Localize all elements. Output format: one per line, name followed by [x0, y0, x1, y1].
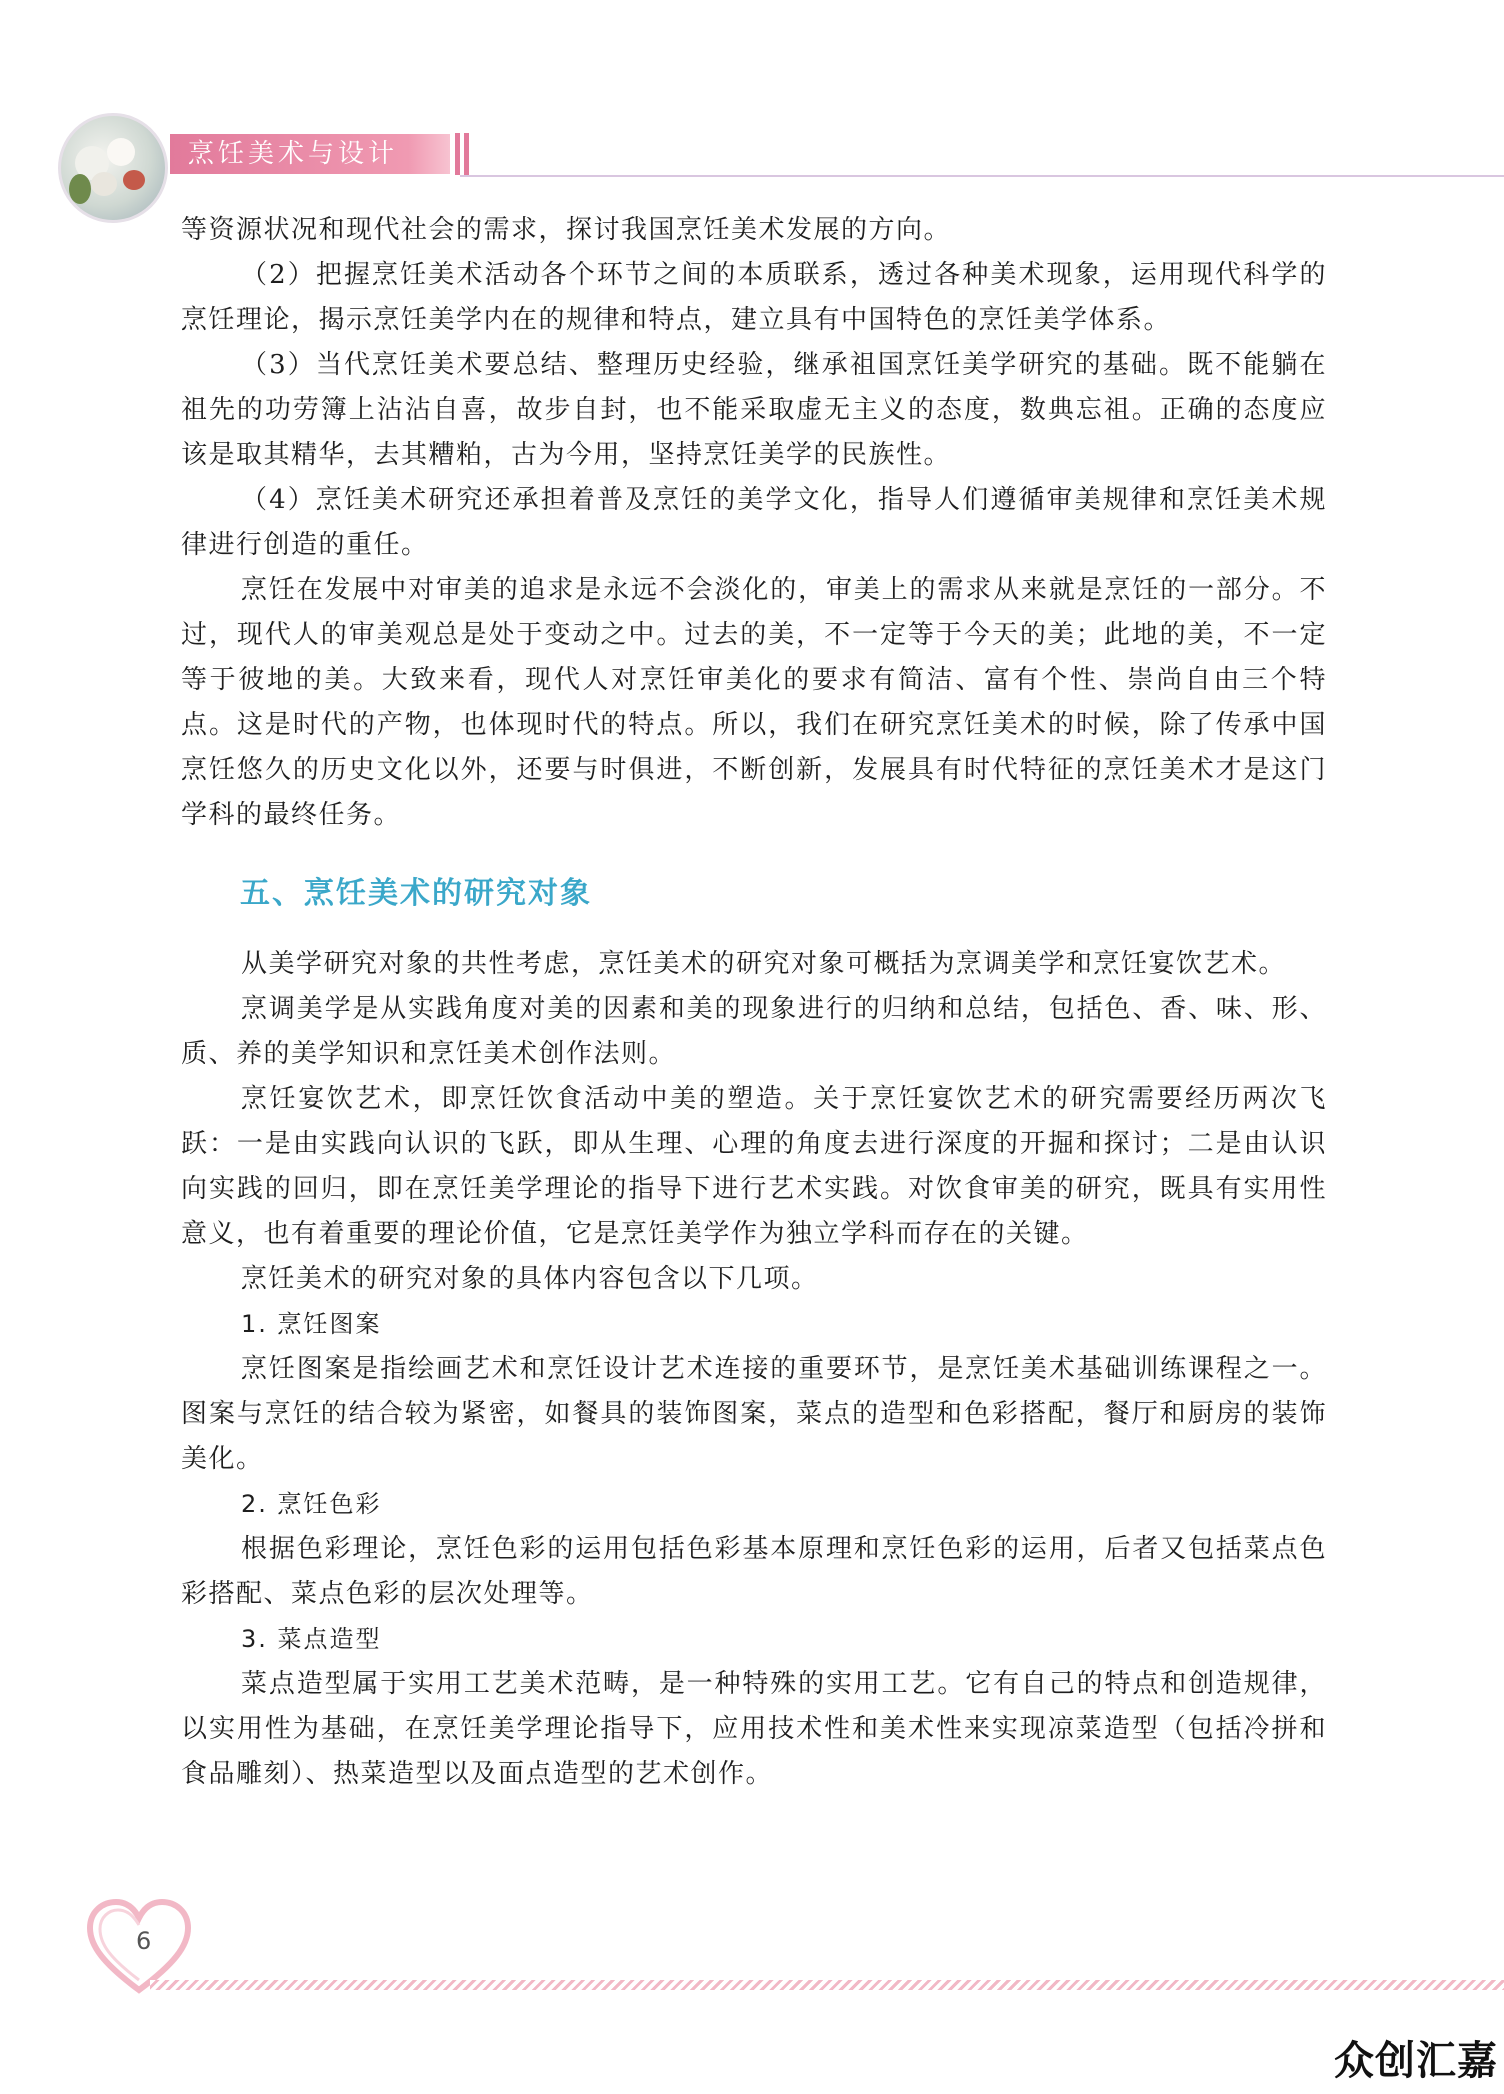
paragraph: （4）烹饪美术研究还承担着普及烹饪的美学文化，指导人们遵循审美规律和烹饪美术规律进行创造的重任。: [181, 485, 1327, 560]
body-text-top: [181, 208, 1327, 838]
paragraph: （3）当代烹饪美术要总结、整理历史经验，继承祖国烹饪美学研究的基础。既不能躺在祖先的功劳簿上沾沾自喜，故步自封，也不能采取虚无主义的态度，数典忘祖。正确的态度应该是取其精华，去其糟粕，古为今用，坚持烹饪美学的民族性。: [181, 350, 1327, 470]
paragraph: 烹饪宴饮艺术，即烹饪饮食活动中美的塑造。关于烹饪宴饮艺术的研究需要经历两次飞跃：一是由实践向认识的飞跃，即从生理、心理的角度去进行深度的开掘和探讨；二是由认识向实践的回归，即在烹饪美学理论的指导下进行艺术实践。对饮食审美的研究，既具有实用性意义，也有着重要的理论价值，它是烹饪美学作为独立学科而存在的关键。: [181, 1084, 1327, 1249]
paragraph: 烹饪美术的研究对象的具体内容包含以下几项。: [241, 1264, 819, 1294]
paragraph: 烹饪图案是指绘画艺术和烹饪设计艺术连接的重要环节，是烹饪美术基础训练课程之一。图案与烹饪的结合较为紧密，如餐具的装饰图案，菜点的造型和色彩搭配，餐厅和厨房的装饰美化。: [181, 1354, 1327, 1474]
subsection-heading: 1. 烹饪图案: [241, 1310, 382, 1338]
paragraph: 菜点造型属于实用工艺美术范畴，是一种特殊的实用工艺。它有自己的特点和创造规律，以实用性为基础，在烹饪美学理论指导下，应用技术性和美术性来实现凉菜造型（包括冷拼和食品雕刻）、热菜造型以及面点造型的艺术创作。: [181, 1669, 1327, 1789]
subsection-heading: 2. 烹饪色彩: [241, 1490, 382, 1518]
footer-stripe: [150, 1980, 1504, 1990]
header-food-photo-badge: [58, 113, 168, 223]
paragraph: 等资源状况和现代社会的需求，探讨我国烹饪美术发展的方向。: [181, 215, 952, 245]
section-heading: 五、烹饪美术的研究对象: [240, 876, 592, 911]
watermark-text: 众创汇嘉: [1334, 2038, 1498, 2084]
subsection-heading: 3. 菜点造型: [241, 1625, 382, 1653]
body-text-section: [181, 942, 1327, 1797]
page-number: 6: [136, 1927, 152, 1955]
paragraph: （2）把握烹饪美术活动各个环节之间的本质联系，透过各种美术现象，运用现代科学的烹饪理论，揭示烹饪美学内在的规律和特点，建立具有中国特色的烹饪美学体系。: [181, 260, 1327, 335]
paragraph: 烹饪在发展中对审美的追求是永远不会淡化的，审美上的需求从来就是烹饪的一部分。不过，现代人的审美观总是处于变动之中。过去的美，不一定等于今天的美；此地的美，不一定等于彼地的美。大致来看，现代人对烹饪审美化的要求有简洁、富有个性、崇尚自由三个特点。这是时代的产物，也体现时代的特点。所以，我们在研究烹饪美术的时候，除了传承中国烹饪悠久的历史文化以外，还要与时俱进，不断创新，发展具有时代特征的烹饪美术才是这门学科的最终任务。: [181, 575, 1327, 830]
paragraph: 根据色彩理论，烹饪色彩的运用包括色彩基本原理和烹饪色彩的运用，后者又包括菜点色彩搭配、菜点色彩的层次处理等。: [181, 1534, 1327, 1609]
header-divider-bar: [464, 133, 469, 175]
paragraph: 烹调美学是从实践角度对美的因素和美的现象进行的归纳和总结，包括色、香、味、形、质、养的美学知识和烹饪美术创作法则。: [181, 994, 1327, 1069]
running-header-title: 烹饪美术与设计: [188, 139, 399, 169]
header-divider-bar: [455, 133, 460, 175]
paragraph: 从美学研究对象的共性考虑，烹饪美术的研究对象可概括为烹调美学和烹饪宴饮艺术。: [241, 949, 1287, 979]
header-rule: [460, 175, 1504, 177]
